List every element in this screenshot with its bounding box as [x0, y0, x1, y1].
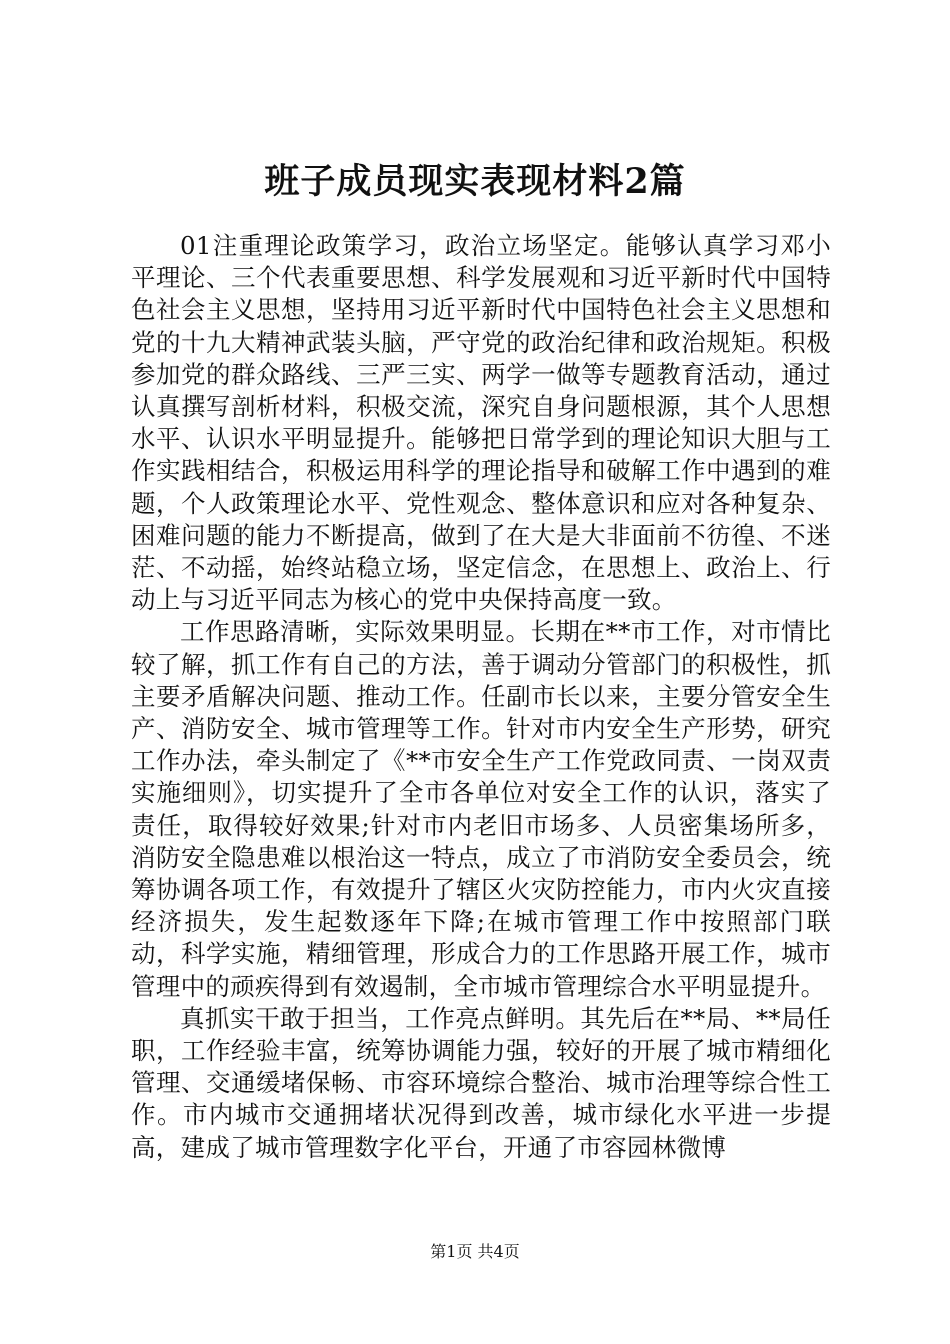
document-title: 班子成员现实表现材料2篇	[264, 161, 686, 202]
paragraph-2: 工作思路清晰，实际效果明显。长期在**市工作，对市情比较了解，抓工作有自己的方法，善于调动分管部门的积极性，抓主要矛盾解决问题、推动工作。任副市长以来，主要分管安全生产、消防安全、城市管理等工作。针对市内安全生产形势，研究工作办法，牵头制定了《**市安全生产工作党政同责、一岗双责实施细则》，切实提升了全市各单位对安全工作的认识，落实了责任，取得较好效果;针对市内老旧市场多、人员密集场所多，消防安全隐患难以根治这一特点，成立了市消防安全委员会，统筹协调各项工作，有效提升了辖区火灾防控能力，市内火灾直接经济损失，发生起数逐年下降;在城市管理工作中按照部门联动，科学实施，精细管理，形成合力的工作思路开展工作，城市管理中的顽疾得到有效遏制，全市城市管理综合水平明显提升。	[131, 617, 831, 1001]
paragraph-3: 真抓实干敢于担当，工作亮点鲜明。其先后在**局、**局任职，工作经验丰富，统筹协调能力强，较好的开展了城市精细化管理、交通缓堵保畅、市容环境综合整治、城市治理等综合性工作。市内城市交通拥堵状况得到改善，城市绿化水平进一步提高，建成了城市管理数字化平台，开通了市容园林微博	[131, 1003, 831, 1162]
paragraph-1: 01注重理论政策学习，政治立场坚定。能够认真学习邓小平理论、三个代表重要思想、科学发展观和习近平新时代中国特色社会主义思想，坚持用习近平新时代中国特色社会主义思想和党的十九大精神武装头脑，严守党的政治纪律和政治规矩。积极参加党的群众路线、三严三实、两学一做等专题教育活动，通过认真撰写剖析材料，积极交流，深究自身问题根源，其个人思想水平、认识水平明显提升。能够把日常学到的理论知识大胆与工作实践相结合，积极运用科学的理论指导和破解工作中遇到的难题，个人政策理论水平、党性观念、整体意识和应对各种复杂、困难问题的能力不断提高，做到了在大是大非面前不彷徨、不迷茫、不动摇，始终站稳立场，坚定信念，在思想上、政治上、行动上与习近平同志为核心的党中央保持高度一致。	[131, 231, 831, 615]
document-body	[131, 230, 831, 1164]
page-number-footer: 第1页 共4页	[430, 1242, 520, 1261]
